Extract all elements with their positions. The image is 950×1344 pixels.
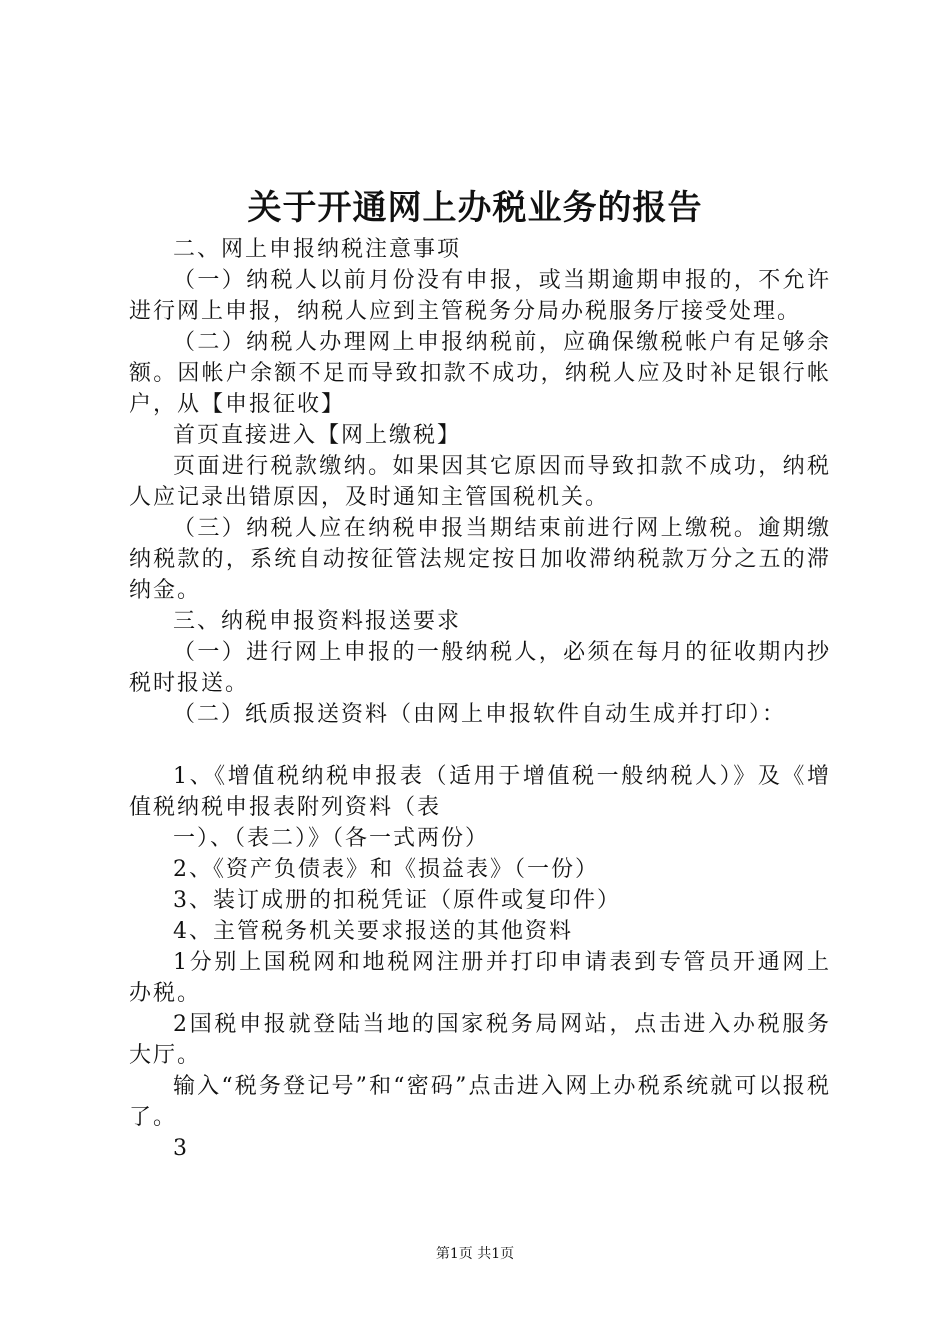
paragraph: （二）纸质报送资料（由网上申报软件自动生成并打印）： [173, 702, 787, 727]
page-footer: 第1页 共1页 [435, 1246, 515, 1262]
list-item: 一）、（表二）》（各一式两份） [173, 826, 490, 851]
section-heading: 二、网上申报纳税注意事项 [173, 237, 462, 262]
paragraph: 3 [173, 1136, 189, 1161]
section-heading: 三、纳税申报资料报送要求 [173, 609, 462, 634]
list-item: 3、装订成册的扣税凭证（原件或复印件） [173, 888, 621, 913]
paragraph: 首页直接进入【网上缴税】 [173, 423, 462, 448]
list-item: 4、主管税务机关要求报送的其他资料 [173, 919, 573, 944]
paragraph: 输入“税务登记号”和“密码”点击进入网上办税系统就可以报税了。 [129, 1074, 831, 1130]
paragraph: 2国税申报就登陆当地的国家税务局网站，点击进入办税服务大厅。 [129, 1012, 831, 1068]
paragraph: 1分别上国税网和地税网注册并打印申请表到专管员开通网上办税。 [129, 950, 831, 1006]
list-item: 1、《增值税纳税申报表（适用于增值税一般纳税人）》及《增值税纳税申报表附列资料（表 [129, 764, 831, 820]
paragraph: （二）纳税人办理网上申报纳税前，应确保缴税帐户有足够余额。因帐户余额不足而导致扣款不成功，纳税人应及时补足银行帐户，从【申报征收】 [129, 330, 831, 417]
paragraph: （三）纳税人应在纳税申报当期结束前进行网上缴税。逾期缴纳税款的，系统自动按征管法规定按日加收滞纳税款万分之五的滞纳金。 [129, 516, 831, 603]
blank-line [129, 730, 831, 761]
document-body [129, 234, 831, 1164]
document-title: 关于开通网上办税业务的报告 [247, 188, 703, 228]
paragraph: 页面进行税款缴纳。如果因其它原因而导致扣款不成功，纳税人应记录出错原因，及时通知主管国税机关。 [129, 454, 831, 510]
list-item: 2、《资产负债表》和《损益表》（一份） [173, 857, 599, 882]
paragraph: （一）进行网上申报的一般纳税人，必须在每月的征收期内抄税时报送。 [129, 640, 831, 696]
paragraph: （一）纳税人以前月份没有申报，或当期逾期申报的，不允许进行网上申报，纳税人应到主管税务分局办税服务厅接受处理。 [129, 268, 831, 324]
